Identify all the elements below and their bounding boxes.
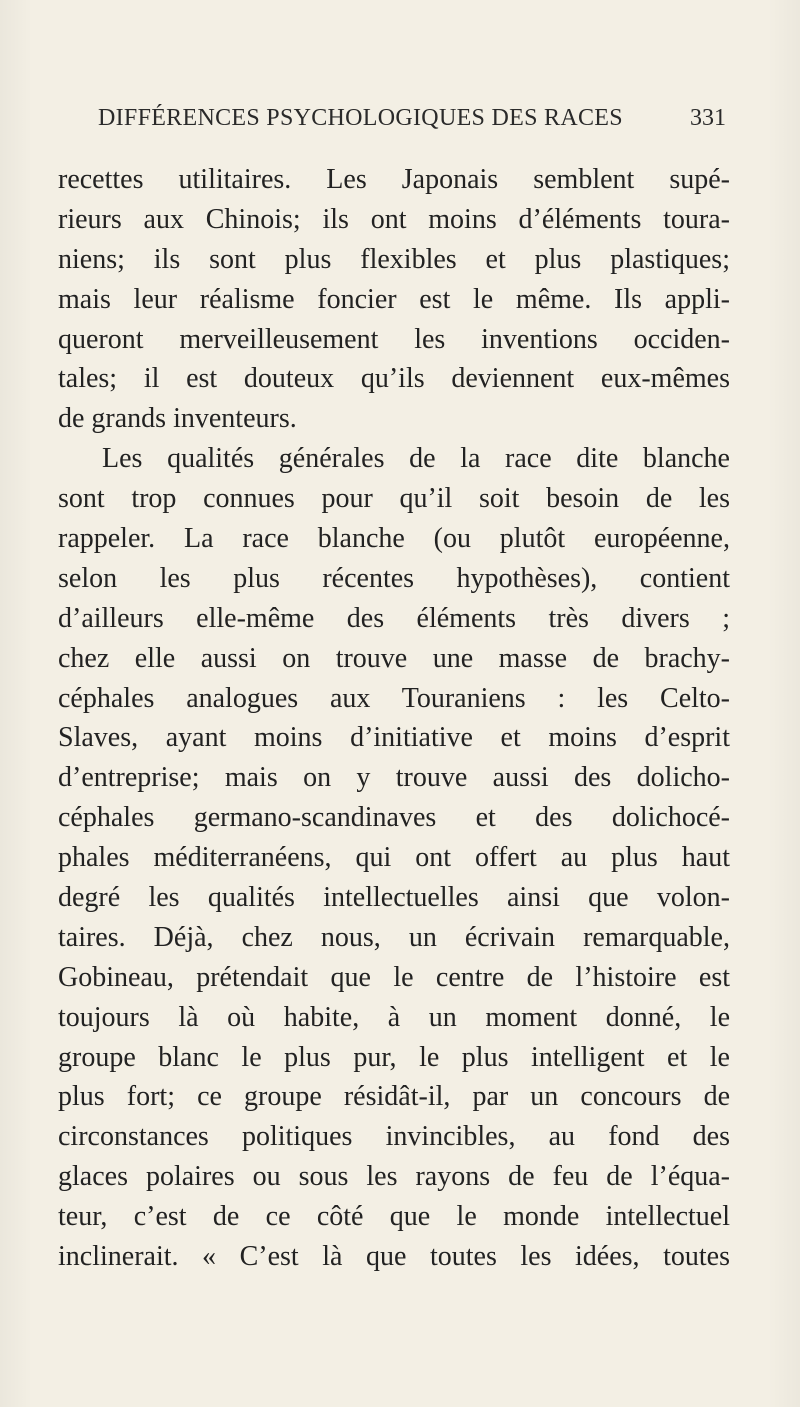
text-line: circonstances politiques invincibles, au fond des (58, 1121, 730, 1153)
running-title: DIFFÉRENCES PSYCHOLOGIQUES DES RACES (98, 105, 623, 131)
text-line: queront merveilleusement les inventions occiden- (58, 323, 730, 355)
text-line: céphales analogues aux Touraniens : les Celto- (58, 682, 730, 714)
text-line: chez elle aussi on trouve une masse de brachy- (58, 642, 730, 674)
text-line: plus fort; ce groupe résidât-il, par un concours de (58, 1081, 730, 1113)
text-line: inclinerait. « C’est là que toutes les idées, toutes (58, 1241, 730, 1273)
running-head (98, 105, 726, 139)
text-line: toujours là où habite, à un moment donné, le (58, 1001, 730, 1033)
text-line: tales; il est douteux qu’ils deviennent eux-mêmes (58, 363, 730, 395)
text-line: Les qualités générales de la race dite blanche (102, 443, 730, 475)
text-line: d’entreprise; mais on y trouve aussi des dolicho- (58, 762, 730, 794)
text-line: selon les plus récentes hypothèses), contient (58, 562, 730, 594)
body-text (58, 160, 730, 1277)
text-line: glaces polaires ou sous les rayons de feu de l’équa- (58, 1161, 730, 1193)
text-line: recettes utilitaires. Les Japonais semblent supé- (58, 164, 730, 195)
text-line: mais leur réalisme foncier est le même. Ils appli- (58, 283, 730, 315)
text-line: phales méditerranéens, qui ont offert au plus haut (58, 842, 730, 874)
page-number: 331 (690, 105, 726, 131)
text-line: taires. Déjà, chez nous, un écrivain remarquable, (58, 921, 730, 953)
text-line: de grands inventeurs. (58, 403, 297, 435)
text-line: d’ailleurs elle-même des éléments très divers ; (58, 602, 730, 634)
text-line: céphales germano-scandinaves et des dolichocé- (58, 802, 730, 834)
text-line: degré les qualités intellectuelles ainsi que volon- (58, 882, 730, 914)
text-line: sont trop connues pour qu’il soit besoin de les (58, 483, 730, 515)
text-line: Slaves, ayant moins d’initiative et moins d’esprit (58, 722, 730, 754)
text-line: Gobineau, prétendait que le centre de l’histoire est (58, 961, 730, 993)
text-line: niens; ils sont plus flexibles et plus plastiques; (58, 243, 730, 275)
text-line: teur, c’est de ce côté que le monde intellectuel (58, 1201, 730, 1233)
text-line: rieurs aux Chinois; ils ont moins d’éléments toura- (58, 203, 730, 235)
text-line: rappeler. La race blanche (ou plutôt européenne, (58, 523, 730, 555)
text-line: groupe blanc le plus pur, le plus intelligent et le (58, 1041, 730, 1073)
